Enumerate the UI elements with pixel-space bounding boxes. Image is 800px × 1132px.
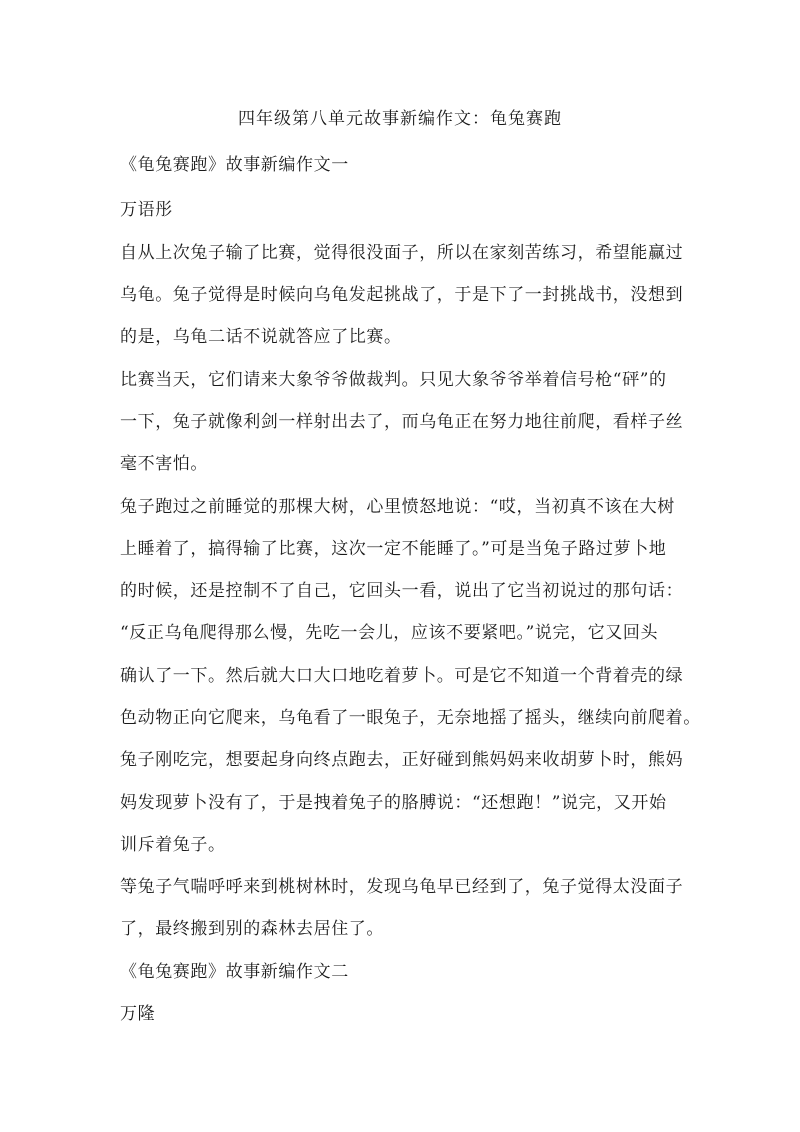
paragraph-line: 兔子刚吃完，想要起身向终点跑去，正好碰到熊妈妈来收胡萝卜时，熊妈 [120, 750, 684, 770]
paragraph-line: 的是，乌龟二话不说就答应了比赛。 [120, 327, 402, 347]
paragraph-line: 的时候，还是控制不了自己，它回头一看，说出了它当初说过的那句话： [120, 581, 684, 601]
paragraph-line: 自从上次兔子输了比赛，觉得很没面子，所以在家刻苦练习，希望能赢过 [120, 243, 684, 263]
story-2-author: 万隆 [120, 1004, 156, 1024]
paragraph-line: 妈发现萝卜没有了，于是拽着兔子的胳膊说：“还想跑！”说完，又开始 [120, 793, 667, 813]
paragraph-line: 训斥着兔子。 [120, 835, 226, 855]
document-title: 四年级第八单元故事新编作文：龟兔赛跑 [238, 109, 562, 129]
story-1-author: 万语彤 [120, 200, 173, 220]
paragraph-line: “反正乌龟爬得那么慢，先吃一会儿，应该不要紧吧。”说完，它又回头 [120, 623, 659, 643]
paragraph-line: 上睡着了，搞得输了比赛，这次一定不能睡了。”可是当兔子路过萝卜地 [120, 539, 667, 559]
paragraph-line: 了，最终搬到别的森林去居住了。 [120, 919, 384, 939]
paragraph-line: 确认了一下。然后就大口大口地吃着萝卜。可是它不知道一个背着壳的绿 [120, 666, 684, 686]
paragraph-line: 等兔子气喘呼呼来到桃树林时，发现乌龟早已经到了，兔子觉得太没面子 [120, 877, 684, 897]
paragraph-line: 色动物正向它爬来，乌龟看了一眼兔子，无奈地摇了摇头，继续向前爬着。 [120, 708, 701, 728]
story-1-heading: 《龟兔赛跑》故事新编作文一 [120, 155, 349, 175]
paragraph-line: 兔子跑过之前睡觉的那棵大树，心里愤怒地说：“哎，当初真不该在大树 [120, 497, 675, 517]
paragraph-line: 一下，兔子就像利剑一样射出去了，而乌龟正在努力地往前爬，看样子丝 [120, 412, 684, 432]
paragraph-line: 乌龟。兔子觉得是时候向乌龟发起挑战了，于是下了一封挑战书，没想到 [120, 285, 684, 305]
paragraph-line: 比赛当天，它们请来大象爷爷做裁判。只见大象爷爷举着信号枪“砰”的 [120, 370, 667, 390]
story-2-heading: 《龟兔赛跑》故事新编作文二 [120, 962, 349, 982]
paragraph-line: 毫不害怕。 [120, 454, 208, 474]
